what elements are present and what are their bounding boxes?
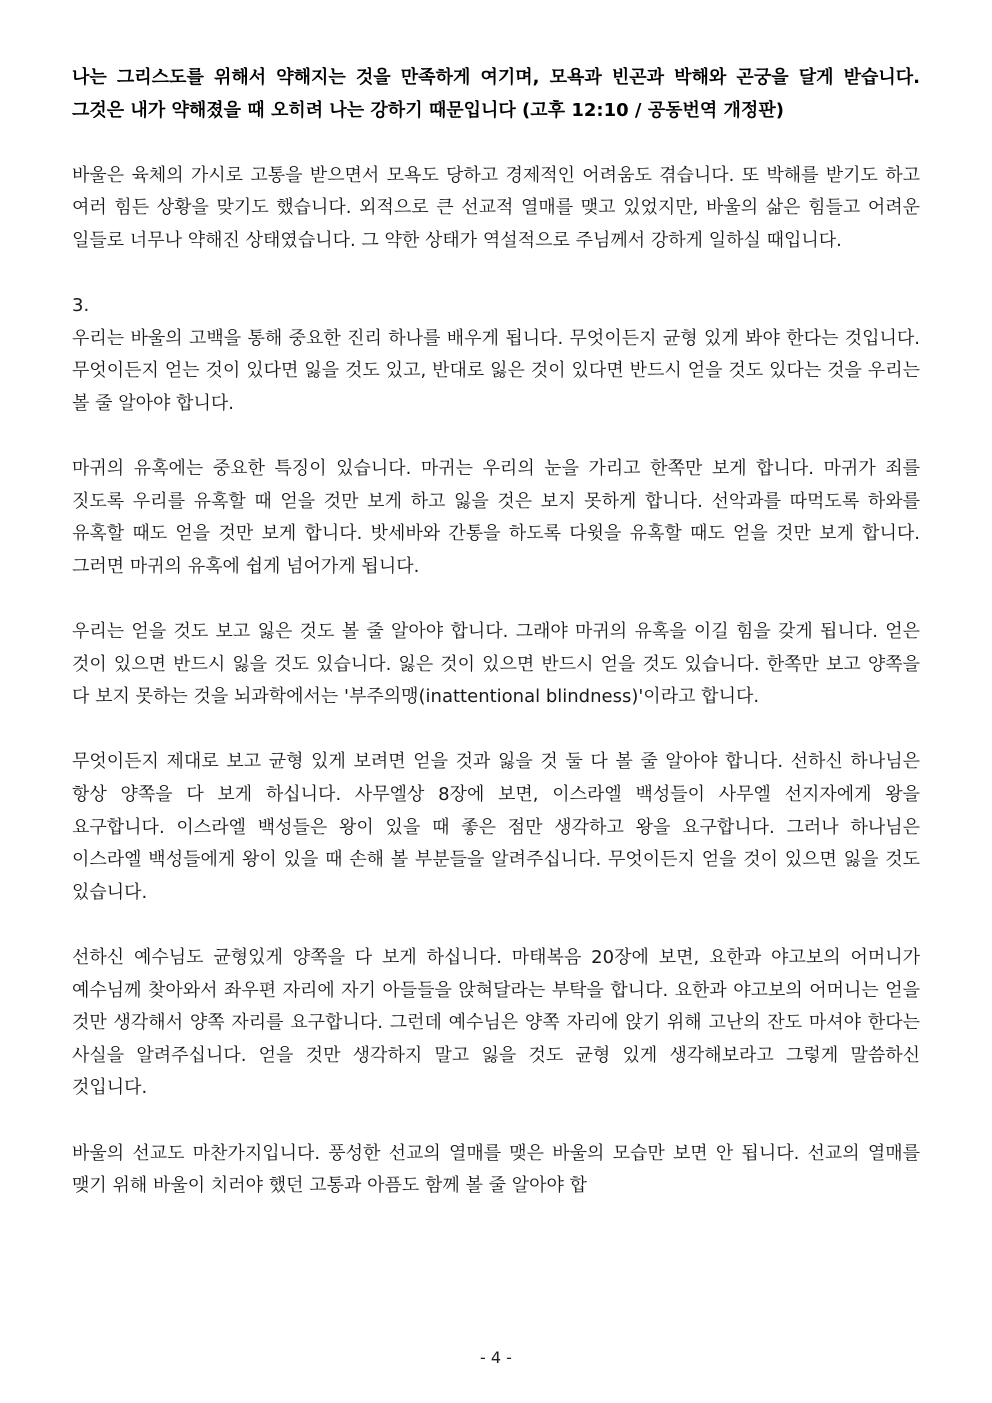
paragraph: 무엇이든지 제대로 보고 균형 있게 보려면 얻을 것과 잃을 것 둘 다 볼 줄 알아야 합니다. 선하신 하나님은 항상 양쪽을 다 보게 하십니다. 사무엘상 8장에 보면, 이스라엘 백성들이 사무엘 선지자에게 왕을 요구합니다. 이스라엘 백성들은 왕이 있을 때 좋은 점만 생각하고 왕을 요구합니다. 그러나 하나님은 이스라엘 백성들에게 왕이 있을 때 손해 볼 부분들을 알려주십니다. 무엇이든지 얻을 것이 있으면 잃을 것도 있습니다. <box>72 751 920 903</box>
section-number: 3. <box>72 295 90 317</box>
page-number: - 4 - <box>480 1348 512 1367</box>
paragraph: 우리는 얻을 것도 보고 잃은 것도 볼 줄 알아야 합니다. 그래야 마귀의 유혹을 이길 힘을 갖게 됩니다. 얻은 것이 있으면 반드시 잃을 것도 있습니다. 잃은 것이 있으면 반드시 얻을 것도 있습니다. 한쪽만 보고 양쪽을 다 보지 못하는 것을 뇌과학에서는 '부주의맹(inattentional blindness)'이라고 합니다. <box>72 621 920 708</box>
paragraph: 우리는 바울의 고백을 통해 중요한 진리 하나를 배우게 됩니다. 무엇이든지 균형 있게 봐야 한다는 것입니다. 무엇이든지 얻는 것이 있다면 잃을 것도 있고, 반대로 잃은 것이 있다면 반드시 얻을 것도 있다는 것을 우리는 볼 줄 알아야 합니다. <box>72 327 920 414</box>
paragraph: 바울은 육체의 가시로 고통을 받으면서 모욕도 당하고 경제적인 어려움도 겪습니다. 또 박해를 받기도 하고 여러 힘든 상황을 맞기도 했습니다. 외적으로 큰 선교적 열매를 맺고 있었지만, 바울의 삶은 힘들고 어려운 일들로 너무나 약해진 상태였습니다. 그 약한 상태가 역설적으로 주님께서 강하게 일하실 때입니다. <box>72 164 920 251</box>
paragraph: 선하신 예수님도 균형있게 양쪽을 다 보게 하십니다. 마태복음 20장에 보면, 요한과 야고보의 어머니가 예수님께 찾아와서 좌우편 자리에 자기 아들들을 앉혀달라는 부탁을 합니다. 요한과 야고보의 어머니는 얻을 것만 생각해서 양쪽 자리를 요구합니다. 그런데 예수님은 양쪽 자리에 앉기 위해 고난의 잔도 마셔야 한다는 사실을 알려주십니다. 얻을 것만 생각하지 말고 잃을 것도 균형 있게 생각해보라고 그렇게 말씀하신 것입니다. <box>72 947 920 1099</box>
paragraph: 마귀의 유혹에는 중요한 특징이 있습니다. 마귀는 우리의 눈을 가리고 한쪽만 보게 합니다. 마귀가 죄를 짓도록 우리를 유혹할 때 얻을 것만 보게 하고 잃을 것은 보지 못하게 합니다. 선악과를 따먹도록 하와를 유혹할 때도 얻을 것만 보게 합니다. 밧세바와 간통을 하도록 다윗을 유혹할 때도 얻을 것만 보게 합니다. 그러면 마귀의 유혹에 쉽게 넘어가게 됩니다. <box>72 458 920 577</box>
scripture-quote: 나는 그리스도를 위해서 약해지는 것을 만족하게 여기며, 모욕과 빈곤과 박해와 곤궁을 달게 받습니다. 그것은 내가 약해졌을 때 오히려 나는 강하기 때문입니다 (고후 12:10 / 공동번역 개정판) <box>72 67 920 121</box>
document-body <box>72 62 920 1235</box>
paragraph: 바울의 선교도 마찬가지입니다. 풍성한 선교의 열매를 맺은 바울의 모습만 보면 안 됩니다. 선교의 열매를 맺기 위해 바울이 치러야 했던 고통과 아픔도 함께 볼 줄 알아야 합 <box>72 1142 920 1197</box>
